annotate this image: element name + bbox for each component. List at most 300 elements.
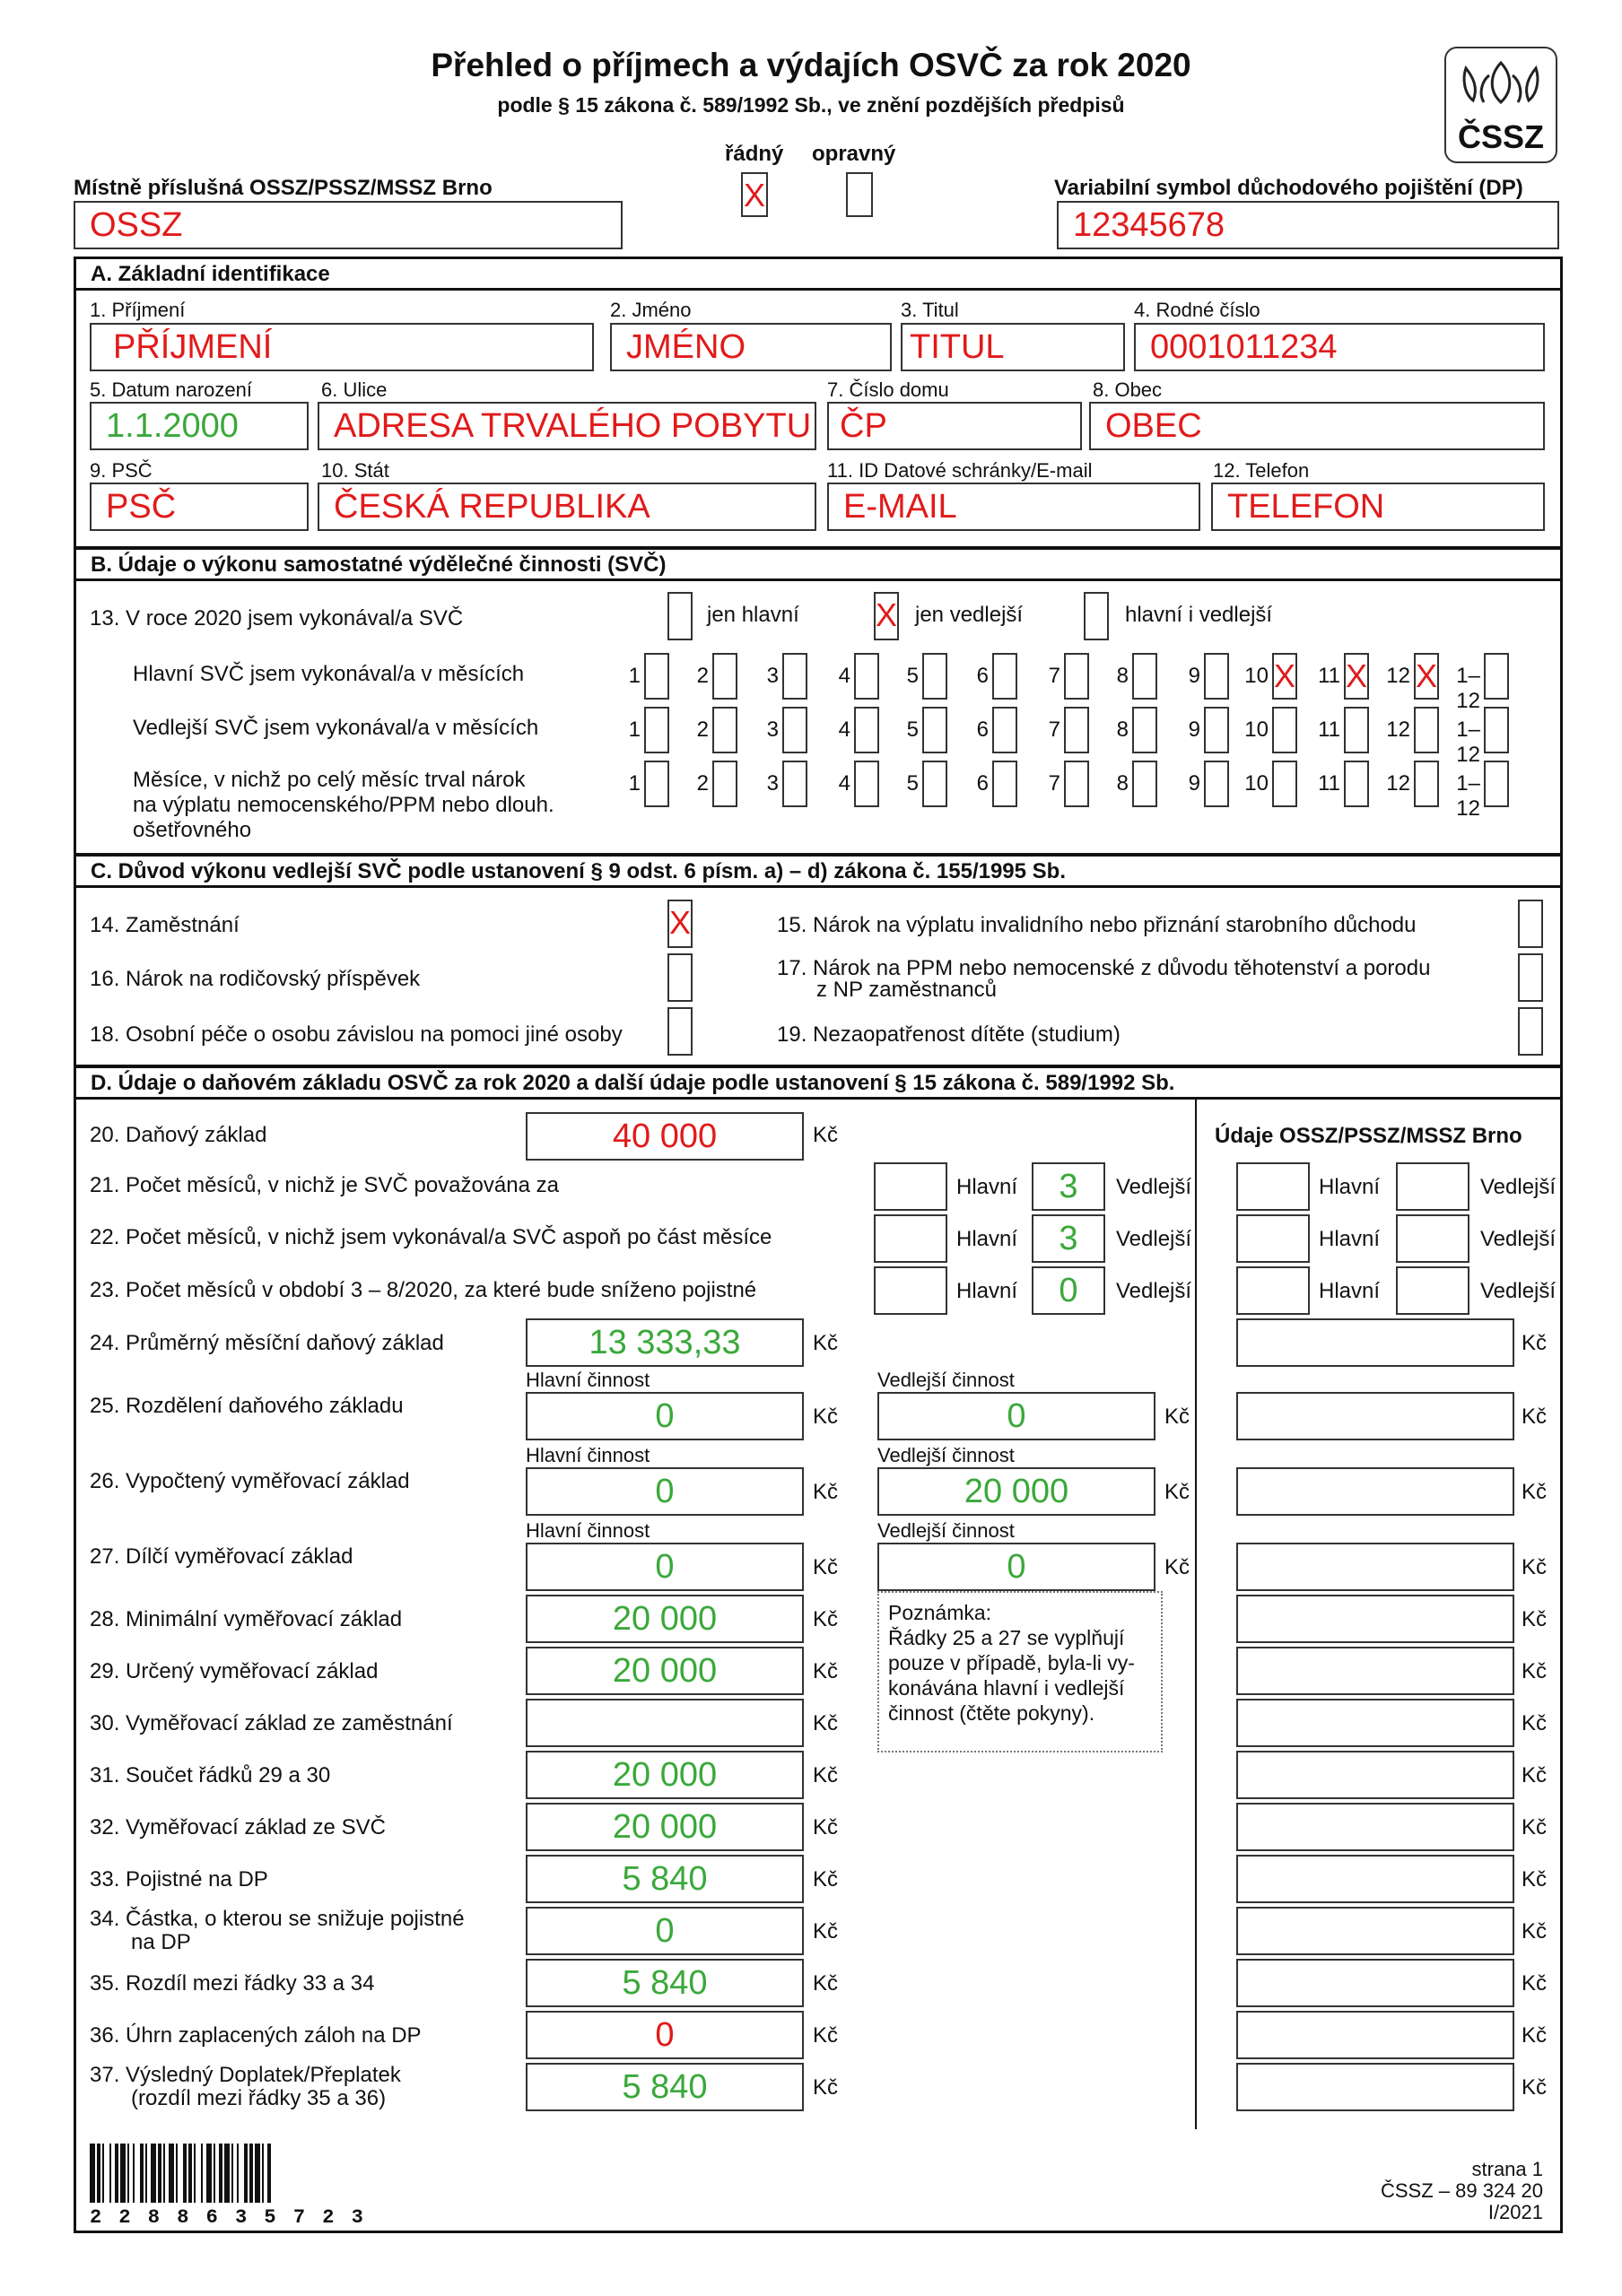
ossz-kc-30: Kč xyxy=(1522,1711,1548,1735)
month-checkbox-hlavni-13[interactable] xyxy=(1484,653,1509,700)
opt-hlavni-label: jen hlavní xyxy=(707,603,799,627)
row-nemoc-label-2: na výplatu nemocenského/PPM nebo dlouh. xyxy=(133,793,554,817)
vs-label: Variabilní symbol důchodového pojištění (DP) xyxy=(1054,176,1523,200)
month-checkbox-vedlejsi-5[interactable] xyxy=(922,707,947,753)
ossz-value-box-30[interactable] xyxy=(1236,1699,1514,1747)
month-checkbox-vedlejsi-8[interactable] xyxy=(1132,707,1157,753)
month-label-vedlejsi-12: 12 xyxy=(1386,718,1410,742)
r36-field[interactable]: 0 xyxy=(526,2011,804,2059)
month-label-nemoc-3: 3 xyxy=(766,771,779,796)
r24-label: 24. Průměrný měsíční daňový základ xyxy=(90,1331,444,1355)
f6-label: 6. Ulice xyxy=(321,378,388,401)
r21-vedlejsi-label: Vedlejší xyxy=(1116,1175,1192,1199)
r27-vedlejsi-field[interactable]: 0 xyxy=(877,1543,1155,1591)
month-checkbox-hlavni-12[interactable]: X xyxy=(1414,653,1439,700)
ossz-label: Místně příslušná OSSZ/PSSZ/MSSZ Brno xyxy=(74,176,493,200)
f2-label: 2. Jméno xyxy=(610,299,692,321)
ossz-r22-vedlejsi-label: Vedlejší xyxy=(1480,1227,1557,1251)
month-checkbox-hlavni-5[interactable] xyxy=(922,653,947,700)
month-checkbox-hlavni-6[interactable] xyxy=(992,653,1017,700)
row-vedlejsi-label: Vedlejší SVČ jsem vykonával/a v měsících xyxy=(133,716,539,740)
barcode-bar xyxy=(151,2144,156,2203)
month-checkbox-hlavni-3[interactable] xyxy=(782,653,807,700)
month-checkbox-vedlejsi-9[interactable] xyxy=(1204,707,1229,753)
r25-hlavni-kc: Kč xyxy=(813,1405,839,1429)
r27-vedlejsi-caption: Vedlejší činnost xyxy=(877,1519,1015,1542)
ossz-r23-vedlejsi[interactable] xyxy=(1396,1266,1469,1315)
month-label-hlavni-7: 7 xyxy=(1048,664,1060,688)
section-d-title: D. Údaje o daňovém základu OSVČ za rok 2020 a další údaje podle ustanovení § 15 zákona č. 589/1992 Sb. xyxy=(74,1065,1563,1100)
form-code: ČSSZ – 89 324 20 xyxy=(1380,2179,1543,2202)
r27-hlavni-field[interactable]: 0 xyxy=(526,1543,804,1591)
r16-label: 16. Nárok na rodičovský příspěvek xyxy=(90,967,421,991)
zip-field[interactable]: PSČ xyxy=(90,483,309,531)
r20-field[interactable]: 40 000 xyxy=(526,1112,804,1161)
f5-label: 5. Datum narození xyxy=(90,378,252,401)
month-label-hlavni-8: 8 xyxy=(1116,664,1129,688)
ossz-r22-hlavni[interactable] xyxy=(1236,1214,1310,1263)
street-field[interactable]: ADRESA TRVALÉHO POBYTU xyxy=(318,402,816,450)
ossz-kc-31: Kč xyxy=(1522,1763,1548,1787)
row-nemoc-label-3: ošetřovného xyxy=(133,818,252,842)
month-checkbox-nemoc-13[interactable] xyxy=(1484,761,1509,807)
r17-label-2: z NP zaměstnanců xyxy=(816,978,997,1002)
month-label-vedlejsi-8: 8 xyxy=(1116,718,1129,742)
ossz-value-box-28[interactable] xyxy=(1236,1595,1514,1643)
r32-field[interactable]: 20 000 xyxy=(526,1803,804,1851)
opt-oboji-label: hlavní i vedlejší xyxy=(1125,603,1273,627)
r21-label: 21. Počet měsíců, v nichž je SVČ považována za xyxy=(90,1173,559,1197)
r14-checkbox[interactable]: X xyxy=(667,900,693,948)
r26-hlavni-field[interactable]: 0 xyxy=(526,1467,804,1516)
r37-label-1: 37. Výsledný Doplatek/Přeplatek xyxy=(90,2063,401,2087)
barcode-bar xyxy=(201,2144,203,2203)
month-checkbox-nemoc-5[interactable] xyxy=(922,761,947,807)
month-label-vedlejsi-2: 2 xyxy=(696,718,709,742)
month-label-nemoc-1: 1 xyxy=(628,771,641,796)
month-checkbox-nemoc-9[interactable] xyxy=(1204,761,1229,807)
month-label-nemoc-5: 5 xyxy=(906,771,919,796)
ossz-r22-hlavni-label: Hlavní xyxy=(1319,1227,1381,1251)
r37-kc: Kč xyxy=(813,2075,839,2100)
ossz-r21-hlavni[interactable] xyxy=(1236,1162,1310,1211)
month-checkbox-nemoc-11[interactable] xyxy=(1344,761,1369,807)
barcode-bar xyxy=(224,2144,230,2203)
r34-label-1: 34. Částka, o kterou se snižuje pojistné xyxy=(90,1907,465,1931)
section-d-divider xyxy=(1195,1098,1197,2129)
barcode-bar xyxy=(267,2144,271,2203)
r33-kc: Kč xyxy=(813,1867,839,1892)
r20-label: 20. Daňový základ xyxy=(90,1123,267,1147)
r22-vedlejsi-label: Vedlejší xyxy=(1116,1227,1192,1251)
r27-vedlejsi-kc: Kč xyxy=(1164,1555,1190,1579)
month-checkbox-vedlejsi-2[interactable] xyxy=(712,707,737,753)
month-checkbox-hlavni-11[interactable]: X xyxy=(1344,653,1369,700)
month-label-hlavni-6: 6 xyxy=(976,664,989,688)
month-label-hlavni-4: 4 xyxy=(838,664,850,688)
barcode-bar xyxy=(219,2144,222,2203)
month-label-nemoc-11: 11 xyxy=(1318,771,1340,796)
r14-label: 14. Zaměstnání xyxy=(90,913,240,937)
r31-kc: Kč xyxy=(813,1763,839,1787)
r34-label-2: na DP xyxy=(131,1930,191,1954)
month-label-vedlejsi-7: 7 xyxy=(1048,718,1060,742)
r34-kc: Kč xyxy=(813,1919,839,1944)
f11-label: 11. ID Datové schránky/E-mail xyxy=(827,459,1093,482)
barcode-bar xyxy=(214,2144,215,2203)
month-checkbox-nemoc-7[interactable] xyxy=(1064,761,1089,807)
ossz-value-box-33[interactable] xyxy=(1236,1855,1514,1903)
month-label-nemoc-4: 4 xyxy=(838,771,850,796)
logo-text: ČSSZ xyxy=(1457,118,1544,155)
r32-kc: Kč xyxy=(813,1815,839,1839)
barcode-bar xyxy=(97,2144,100,2203)
ossz-kc-35: Kč xyxy=(1522,1971,1548,1996)
r29-field[interactable]: 20 000 xyxy=(526,1647,804,1695)
month-checkbox-hlavni-2[interactable] xyxy=(712,653,737,700)
r18-label: 18. Osobní péče o osobu závislou na pomoci jiné osoby xyxy=(90,1022,623,1047)
month-checkbox-hlavni-10[interactable]: X xyxy=(1272,653,1297,700)
month-label-hlavni-1: 1 xyxy=(628,664,641,688)
month-label-hlavni-10: 10 xyxy=(1244,664,1269,688)
month-label-vedlejsi-9: 9 xyxy=(1188,718,1200,742)
month-label-nemoc-8: 8 xyxy=(1116,771,1129,796)
barcode-bar xyxy=(109,2144,111,2203)
barcode-bar xyxy=(255,2144,260,2203)
month-checkbox-vedlejsi-13[interactable] xyxy=(1484,707,1509,753)
r25-hlavni-caption: Hlavní činnost xyxy=(526,1369,650,1391)
ossz-kc-24: Kč xyxy=(1522,1331,1548,1355)
month-label-hlavni-2: 2 xyxy=(696,664,709,688)
barcode-bar xyxy=(120,2144,126,2203)
r29-kc: Kč xyxy=(813,1659,839,1683)
barcode-bar xyxy=(231,2144,233,2203)
ossz-value-box-34[interactable] xyxy=(1236,1907,1514,1955)
month-label-hlavni-12: 12 xyxy=(1386,664,1410,688)
r22-hlavni-field[interactable] xyxy=(874,1214,947,1263)
r25-hlavni-field[interactable]: 0 xyxy=(526,1392,804,1440)
r24-kc: Kč xyxy=(813,1331,839,1355)
ossz-r23-hlavni-label: Hlavní xyxy=(1319,1279,1381,1303)
house-number-field[interactable]: ČP xyxy=(827,402,1082,450)
barcode-bar xyxy=(133,2144,135,2203)
r36-kc: Kč xyxy=(813,2023,839,2048)
note-line-2: Řádky 25 a 27 se vyplňují xyxy=(888,1626,1125,1649)
r13-label: 13. V roce 2020 jsem vykonával/a SVČ xyxy=(90,606,464,631)
barcode-bar xyxy=(188,2144,192,2203)
r25-label: 25. Rozdělení daňového základu xyxy=(90,1394,404,1418)
form-version: I/2021 xyxy=(1487,2201,1543,2223)
ossz-r23-vedlejsi-label: Vedlejší xyxy=(1480,1279,1557,1303)
note-box xyxy=(877,1591,1163,1752)
r22-hlavni-label: Hlavní xyxy=(956,1227,1018,1251)
row-hlavni-label: Hlavní SVČ jsem vykonával/a v měsících xyxy=(133,662,525,686)
r30-kc: Kč xyxy=(813,1711,839,1735)
month-label-hlavni-9: 9 xyxy=(1188,664,1200,688)
f3-label: 3. Titul xyxy=(901,299,959,321)
r26-label: 26. Vypočtený vyměřovací základ xyxy=(90,1469,410,1493)
r26-hlavni-caption: Hlavní činnost xyxy=(526,1444,650,1466)
month-label-vedlejsi-13: 1–12 xyxy=(1456,718,1480,767)
ossz-kc-26: Kč xyxy=(1522,1480,1548,1504)
month-checkbox-nemoc-10[interactable] xyxy=(1272,761,1297,807)
r26-vedlejsi-caption: Vedlejší činnost xyxy=(877,1444,1015,1466)
ossz-value-box-25[interactable] xyxy=(1236,1392,1514,1440)
title-field[interactable]: TITUL xyxy=(901,323,1125,371)
barcode-bar xyxy=(140,2144,144,2203)
form-subtitle: podle § 15 zákona č. 589/1992 Sb., ve znění pozdějších předpisů xyxy=(497,93,1125,117)
section-b-title: B. Údaje o výkonu samostatné výdělečné činnosti (SVČ) xyxy=(74,547,1563,581)
ossz-value-box-26[interactable] xyxy=(1236,1467,1514,1516)
r24-field[interactable]: 13 333,33 xyxy=(526,1318,804,1367)
ossz-field[interactable]: OSSZ xyxy=(74,201,623,249)
month-checkbox-vedlejsi-1[interactable] xyxy=(644,707,669,753)
month-checkbox-hlavni-8[interactable] xyxy=(1132,653,1157,700)
month-checkbox-vedlejsi-10[interactable] xyxy=(1272,707,1297,753)
ossz-value-box-36[interactable] xyxy=(1236,2011,1514,2059)
ossz-kc-37: Kč xyxy=(1522,2075,1548,2100)
row-nemoc-label-1: Měsíce, v nichž po celý měsíc trval nárok xyxy=(133,768,526,792)
month-checkbox-nemoc-8[interactable] xyxy=(1132,761,1157,807)
birth-date-field[interactable]: 1.1.2000 xyxy=(90,402,309,450)
r37-label-2: (rozdíl mezi řádky 35 a 36) xyxy=(131,2086,387,2110)
month-checkbox-hlavni-9[interactable] xyxy=(1204,653,1229,700)
radny-checkbox[interactable]: X xyxy=(741,172,768,217)
r26-vedlejsi-field[interactable]: 20 000 xyxy=(877,1467,1155,1516)
note-line-5: činnost (čtěte pokyny). xyxy=(888,1701,1095,1725)
ossz-value-box-24[interactable] xyxy=(1236,1318,1514,1367)
note-line-4: konávána hlavní i vedlejší xyxy=(888,1676,1125,1700)
r36-label: 36. Úhrn zaplacených záloh na DP xyxy=(90,2023,422,2048)
barcode xyxy=(90,2144,327,2203)
month-label-hlavni-11: 11 xyxy=(1318,664,1340,688)
r23-label: 23. Počet měsíců v období 3 – 8/2020, za které bude sníženo pojistné xyxy=(90,1278,757,1302)
r21-hlavni-field[interactable] xyxy=(874,1162,947,1211)
opravny-checkbox[interactable] xyxy=(846,172,873,217)
ossz-value-box-31[interactable] xyxy=(1236,1751,1514,1799)
ossz-kc-25: Kč xyxy=(1522,1405,1548,1429)
ossz-value-box-29[interactable] xyxy=(1236,1647,1514,1695)
barcode-bar xyxy=(169,2144,174,2203)
r25-vedlejsi-kc: Kč xyxy=(1164,1405,1190,1429)
r19-checkbox[interactable] xyxy=(1518,1007,1543,1056)
r28-label: 28. Minimální vyměřovací základ xyxy=(90,1607,403,1631)
ossz-value-box-32[interactable] xyxy=(1236,1803,1514,1851)
r35-field[interactable]: 5 840 xyxy=(526,1959,804,2007)
month-label-hlavni-3: 3 xyxy=(766,664,779,688)
r31-field[interactable]: 20 000 xyxy=(526,1751,804,1799)
barcode-bar xyxy=(158,2144,161,2203)
r15-label: 15. Nárok na výplatu invalidního nebo přiznání starobního důchodu xyxy=(777,913,1417,937)
month-checkbox-hlavni-1[interactable] xyxy=(644,653,669,700)
month-checkbox-nemoc-2[interactable] xyxy=(712,761,737,807)
f12-label: 12. Telefon xyxy=(1213,459,1310,482)
r37-field[interactable]: 5 840 xyxy=(526,2063,804,2111)
ossz-r22-vedlejsi[interactable] xyxy=(1396,1214,1469,1263)
barcode-bar xyxy=(237,2144,239,2203)
r32-label: 32. Vyměřovací základ ze SVČ xyxy=(90,1815,386,1839)
note-line-1: Poznámka: xyxy=(888,1601,992,1624)
ossz-r21-vedlejsi-label: Vedlejší xyxy=(1480,1175,1557,1199)
opravny-label: opravný xyxy=(812,142,896,166)
month-label-vedlejsi-5: 5 xyxy=(906,718,919,742)
f9-label: 9. PSČ xyxy=(90,459,153,482)
r30-field[interactable] xyxy=(526,1699,804,1747)
barcode-bar xyxy=(145,2144,147,2203)
month-label-nemoc-6: 6 xyxy=(976,771,989,796)
ossz-kc-34: Kč xyxy=(1522,1919,1548,1944)
r27-label: 27. Dílčí vyměřovací základ xyxy=(90,1544,353,1569)
month-label-nemoc-2: 2 xyxy=(696,771,709,796)
barcode-bar xyxy=(262,2144,264,2203)
month-label-vedlejsi-3: 3 xyxy=(766,718,779,742)
country-field[interactable]: ČESKÁ REPUBLIKA xyxy=(318,483,816,531)
month-label-nemoc-9: 9 xyxy=(1188,771,1200,796)
birth-number-field[interactable]: 0001011234 xyxy=(1134,323,1545,371)
email-field[interactable]: E-MAIL xyxy=(827,483,1200,531)
r27-hlavni-caption: Hlavní činnost xyxy=(526,1519,650,1542)
cssz-logo xyxy=(1444,47,1557,163)
ossz-kc-29: Kč xyxy=(1522,1659,1548,1683)
r26-vedlejsi-kc: Kč xyxy=(1164,1480,1190,1504)
phone-field[interactable]: TELEFON xyxy=(1211,483,1545,531)
r17-checkbox[interactable] xyxy=(1518,953,1543,1002)
barcode-bar xyxy=(102,2144,104,2203)
r19-label: 19. Nezaopatřenost dítěte (studium) xyxy=(777,1022,1121,1047)
barcode-bar xyxy=(183,2144,187,2203)
month-label-hlavni-5: 5 xyxy=(906,664,919,688)
ossz-value-box-37[interactable] xyxy=(1236,2063,1514,2111)
month-checkbox-nemoc-1[interactable] xyxy=(644,761,669,807)
r26-hlavni-kc: Kč xyxy=(813,1480,839,1504)
barcode-bar xyxy=(194,2144,196,2203)
barcode-bar xyxy=(249,2144,253,2203)
f7-label: 7. Číslo domu xyxy=(827,378,949,401)
ossz-value-box-35[interactable] xyxy=(1236,1959,1514,2007)
r28-kc: Kč xyxy=(813,1607,839,1631)
barcode-bar xyxy=(163,2144,165,2203)
f8-label: 8. Obec xyxy=(1093,378,1163,401)
r34-field[interactable]: 0 xyxy=(526,1907,804,1955)
barcode-bar xyxy=(176,2144,178,2203)
radny-label: řádný xyxy=(725,142,784,166)
month-label-nemoc-13: 1–12 xyxy=(1456,771,1480,821)
barcode-bar xyxy=(206,2144,212,2203)
vs-field[interactable]: 12345678 xyxy=(1057,201,1559,249)
barcode-bar xyxy=(115,2144,118,2203)
opt-hlavni-checkbox[interactable] xyxy=(667,592,693,640)
r27-hlavni-kc: Kč xyxy=(813,1555,839,1579)
month-checkbox-vedlejsi-3[interactable] xyxy=(782,707,807,753)
r15-checkbox[interactable] xyxy=(1518,900,1543,948)
ossz-kc-33: Kč xyxy=(1522,1867,1548,1892)
r31-label: 31. Součet řádků 29 a 30 xyxy=(90,1763,331,1787)
month-checkbox-nemoc-4[interactable] xyxy=(854,761,879,807)
page-number: strana 1 xyxy=(1471,2158,1543,2180)
r18-checkbox[interactable] xyxy=(667,1007,693,1056)
barcode-bar xyxy=(244,2144,248,2203)
r33-label: 33. Pojistné na DP xyxy=(90,1867,268,1892)
r28-field[interactable]: 20 000 xyxy=(526,1595,804,1643)
month-checkbox-hlavni-4[interactable] xyxy=(854,653,879,700)
month-label-hlavni-13: 1–12 xyxy=(1456,664,1480,713)
month-label-vedlejsi-11: 11 xyxy=(1318,718,1340,742)
r25-vedlejsi-caption: Vedlejší činnost xyxy=(877,1369,1015,1391)
barcode-number: 2 2 8 8 6 3 5 7 2 3 xyxy=(90,2206,366,2229)
section-c-title: C. Důvod výkonu vedlejší SVČ podle ustanovení § 9 odst. 6 písm. a) – d) zákona č. 155/1995 Sb. xyxy=(74,854,1563,888)
surname-field[interactable]: PŘÍJMENÍ xyxy=(90,323,594,371)
r17-label-1: 17. Nárok na PPM nebo nemocenské z důvodu těhotenství a porodu xyxy=(777,956,1431,980)
r25-vedlejsi-field[interactable]: 0 xyxy=(877,1392,1155,1440)
ossz-r21-vedlejsi[interactable] xyxy=(1396,1162,1469,1211)
month-label-vedlejsi-1: 1 xyxy=(628,718,641,742)
ossz-kc-27: Kč xyxy=(1522,1555,1548,1579)
r35-label: 35. Rozdíl mezi řádky 33 a 34 xyxy=(90,1971,375,1996)
r23-hlavni-label: Hlavní xyxy=(956,1279,1018,1303)
month-label-nemoc-10: 10 xyxy=(1244,771,1269,796)
ossz-kc-36: Kč xyxy=(1522,2023,1548,2048)
month-checkbox-vedlejsi-6[interactable] xyxy=(992,707,1017,753)
name-field[interactable]: JMÉNO xyxy=(610,323,892,371)
r35-kc: Kč xyxy=(813,1971,839,1996)
r21-vedlejsi-field[interactable]: 3 xyxy=(1032,1162,1105,1211)
barcode-bar xyxy=(90,2144,95,2203)
month-checkbox-vedlejsi-11[interactable] xyxy=(1344,707,1369,753)
ossz-r23-hlavni[interactable] xyxy=(1236,1266,1310,1315)
r30-label: 30. Vyměřovací základ ze zaměstnání xyxy=(90,1711,453,1735)
f1-label: 1. Příjmení xyxy=(90,299,186,321)
ossz-kc-28: Kč xyxy=(1522,1607,1548,1631)
r23-vedlejsi-field[interactable]: 0 xyxy=(1032,1266,1105,1315)
r22-label: 22. Počet měsíců, v nichž jsem vykonával/a SVČ aspoň po část měsíce xyxy=(90,1225,772,1249)
r22-vedlejsi-field[interactable]: 3 xyxy=(1032,1214,1105,1263)
r29-label: 29. Určený vyměřovací základ xyxy=(90,1659,379,1683)
r23-vedlejsi-label: Vedlejší xyxy=(1116,1279,1192,1303)
month-label-vedlejsi-10: 10 xyxy=(1244,718,1269,742)
month-checkbox-vedlejsi-4[interactable] xyxy=(854,707,879,753)
month-checkbox-nemoc-6[interactable] xyxy=(992,761,1017,807)
city-field[interactable]: OBEC xyxy=(1089,402,1545,450)
ossz-r21-hlavni-label: Hlavní xyxy=(1319,1175,1381,1199)
ossz-column-title: Údaje OSSZ/PSSZ/MSSZ Brno xyxy=(1215,1124,1522,1148)
ossz-kc-32: Kč xyxy=(1522,1815,1548,1839)
f10-label: 10. Stát xyxy=(321,459,389,482)
leaf-icon xyxy=(1446,57,1556,111)
month-checkbox-vedlejsi-7[interactable] xyxy=(1064,707,1089,753)
opt-vedlejsi-label: jen vedlejší xyxy=(915,603,1024,627)
opt-oboji-checkbox[interactable] xyxy=(1084,592,1109,640)
f4-label: 4. Rodné číslo xyxy=(1134,299,1260,321)
ossz-value-box-27[interactable] xyxy=(1236,1543,1514,1591)
note-line-3: pouze v případě, byla-li vy- xyxy=(888,1651,1135,1674)
r16-checkbox[interactable] xyxy=(667,953,693,1002)
r20-kc: Kč xyxy=(813,1123,839,1147)
month-checkbox-hlavni-7[interactable] xyxy=(1064,653,1089,700)
section-a-title: A. Základní identifikace xyxy=(74,257,1563,291)
month-label-nemoc-7: 7 xyxy=(1048,771,1060,796)
month-label-vedlejsi-6: 6 xyxy=(976,718,989,742)
r21-hlavni-label: Hlavní xyxy=(956,1175,1018,1199)
r33-field[interactable]: 5 840 xyxy=(526,1855,804,1903)
month-label-nemoc-12: 12 xyxy=(1386,771,1410,796)
r23-hlavni-field[interactable] xyxy=(874,1266,947,1315)
barcode-graphic xyxy=(90,2144,327,2203)
form-title: Přehled o příjmech a výdajích OSVČ za rok 2020 xyxy=(431,47,1191,83)
month-checkbox-nemoc-3[interactable] xyxy=(782,761,807,807)
month-label-vedlejsi-4: 4 xyxy=(838,718,850,742)
opt-vedlejsi-checkbox[interactable]: X xyxy=(874,592,899,640)
barcode-bar xyxy=(127,2144,129,2203)
